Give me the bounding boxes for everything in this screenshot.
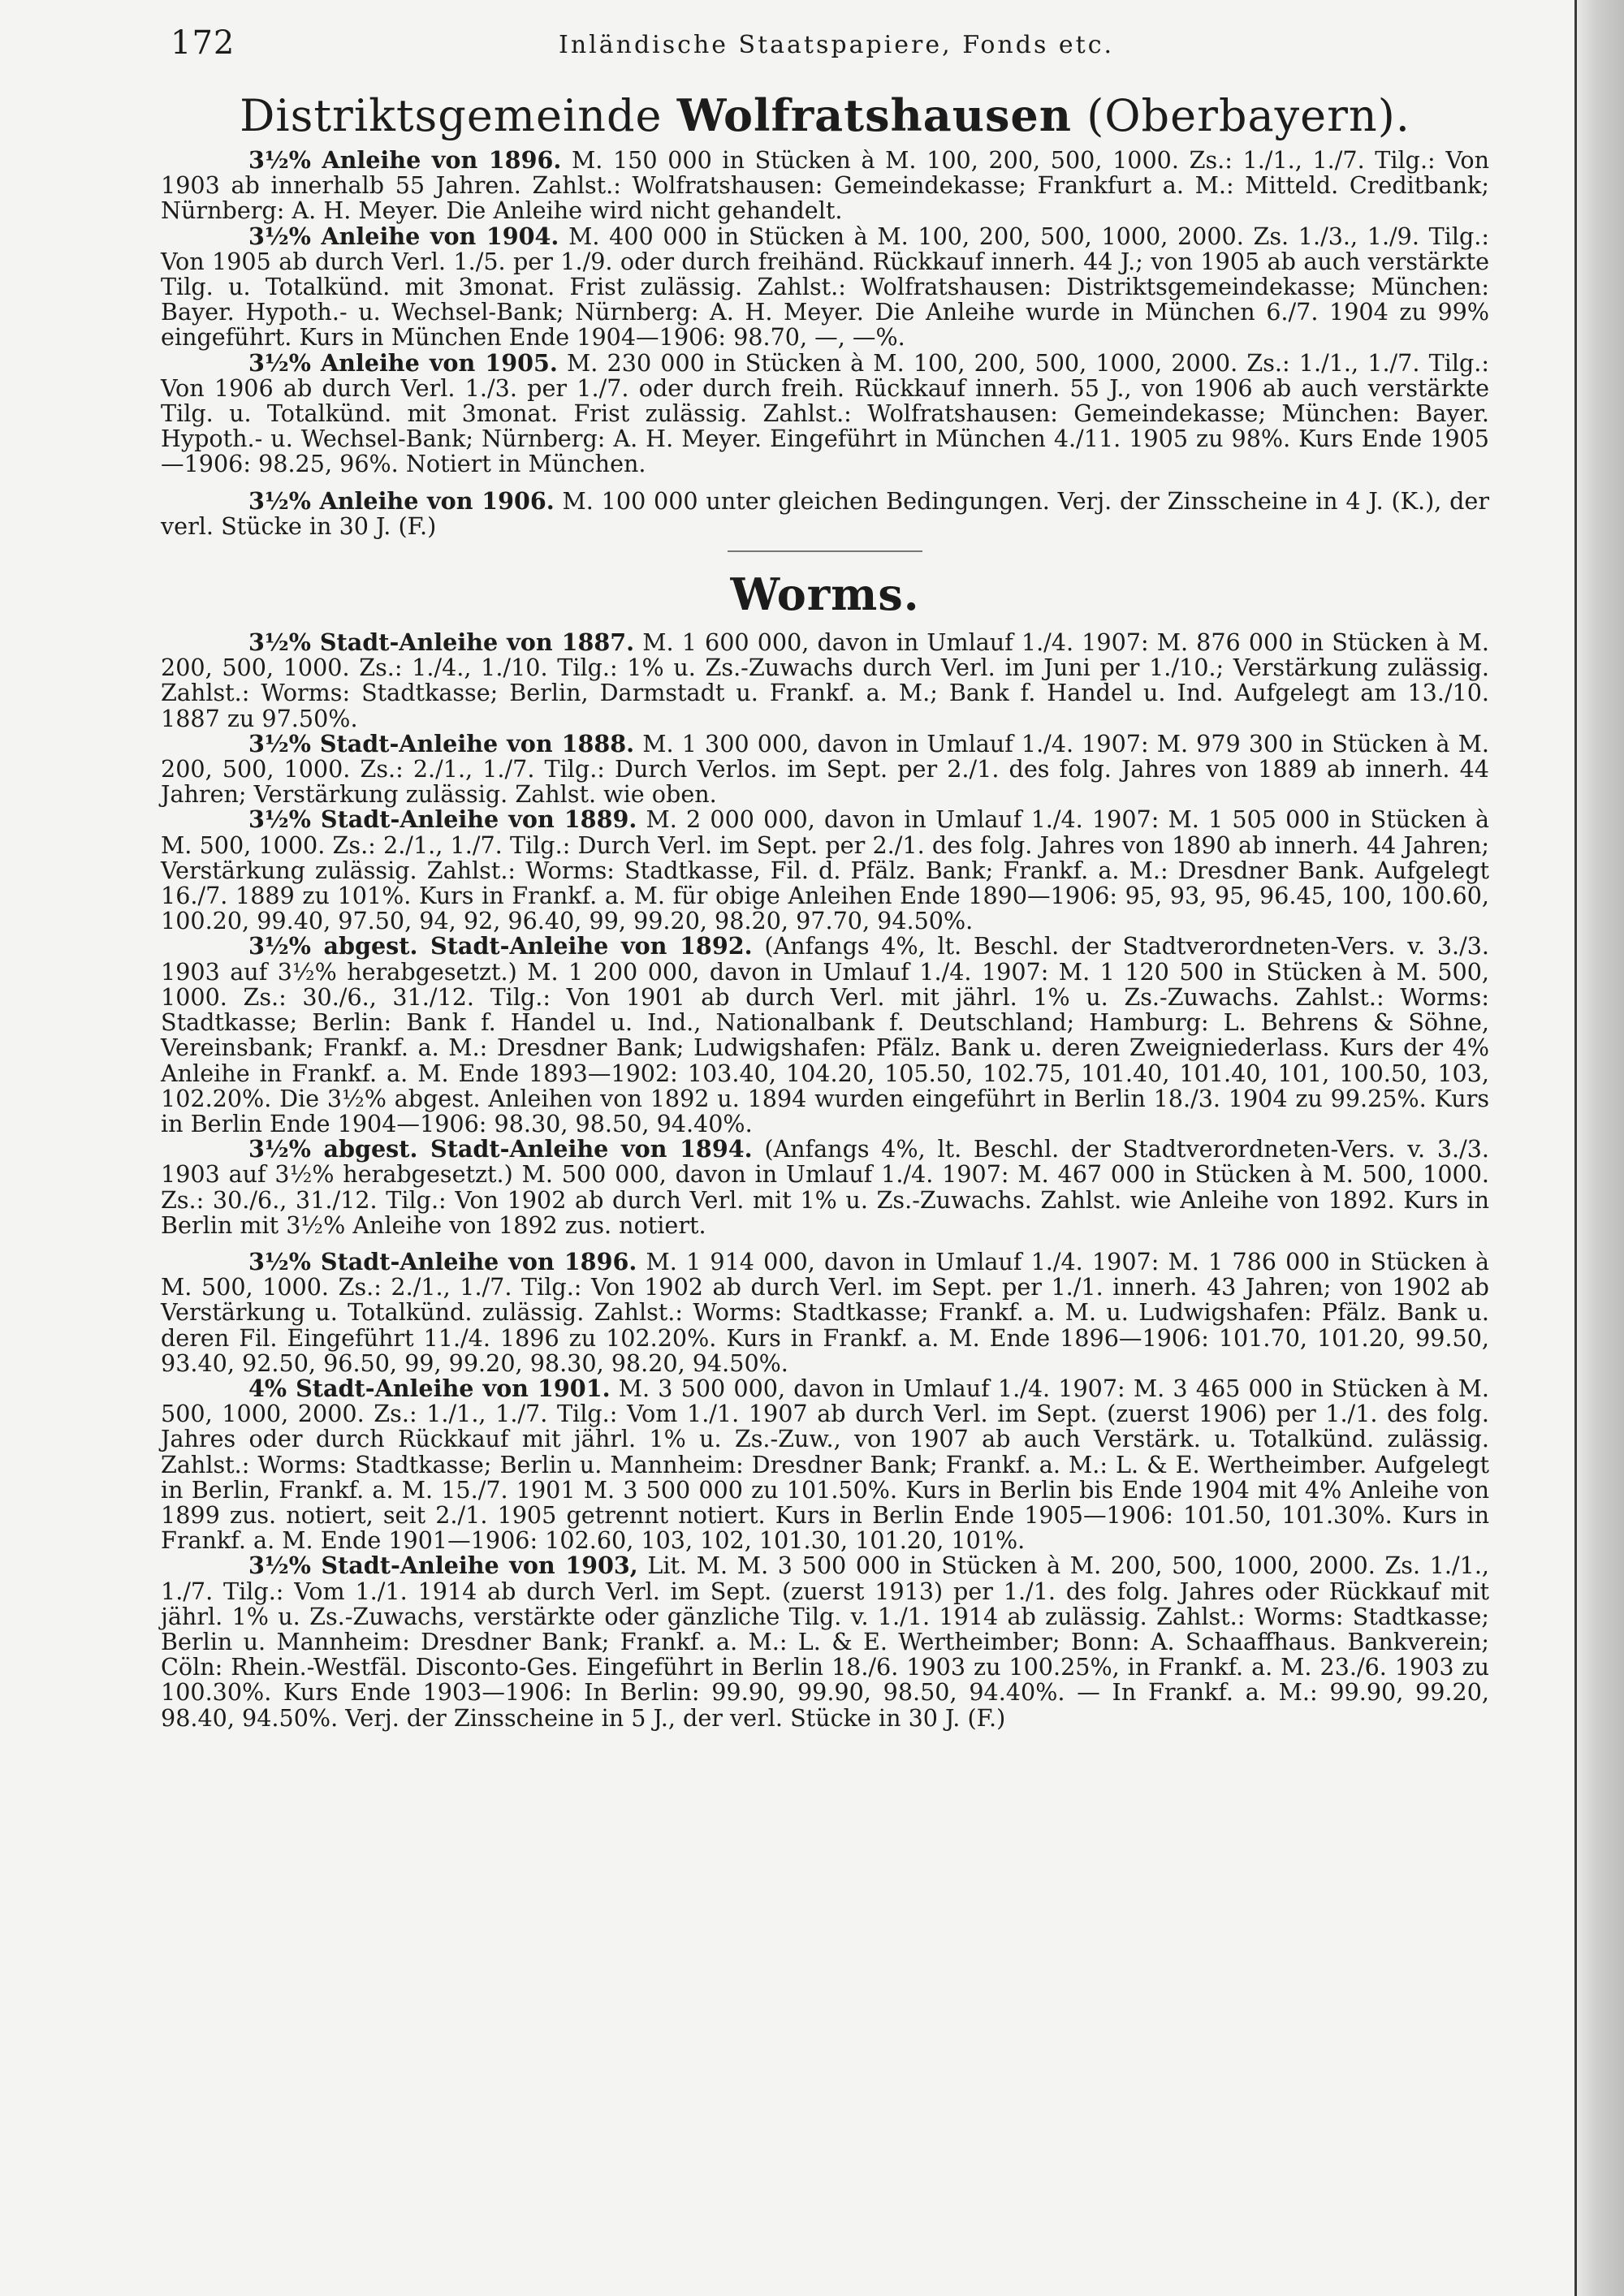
entry-worms-1901 [161,1376,1489,1553]
entry-text: M. 230 000 in Stücken à M. 100, 200, 500, 1000, 2000. Zs.: 1./1., 1./7. Tilg.: Von 1906 ab durch Verl. 1./3. per 1./7. oder durch freih. Rückkauf innerh. 55 J., von 1906 ab auch verstärkte Tilg. u. Totalkünd. mit 3monat. Frist zulässig. Zahlst.: Wolfratshausen: Gemeindekasse; München: Bayer. Hypoth.- u. Wechsel-Bank; Nürnberg: A. H. Meyer. Eingeführt in München 4./11. 1905 zu 98%. Kurs Ende 1905—1906: 98.25, 96%. Notiert in München. [161,348,1489,478]
section-title-prefix: Distriktsgemeinde [240,90,663,141]
section-title-worms: Worms. [730,568,920,621]
entry-title: 3½% Stadt-Anleihe von 1896. [248,1247,637,1275]
entry-wolfratshausen-1896 [161,148,1489,224]
page-number: 172 [171,24,235,62]
entry-text: M. 1 300 000, davon in Umlauf 1./4. 1907: M. 979 300 in Stücken à M. 200, 500, 1000. Zs.: 2./1., 1./7. Tilg.: Durch Verlos. im Sept. per 2./1. des folg. Jahres von 1889 ab innerh. 44 Jahren; Verstärkung zulässig. Zahlst. wie oben. [161,729,1489,809]
entry-title: 3½% Stadt-Anleihe von 1903, [248,1552,638,1580]
entry-worms-1903 [161,1553,1489,1730]
page-edge-shadow [1577,0,1624,2296]
entry-title: 3½% abgest. Stadt-Anleihe von 1892. [248,932,753,960]
entry-title: 3½% Anleihe von 1905. [248,348,558,377]
entry-title: 4% Stadt-Anleihe von 1901. [248,1374,611,1402]
entry-worms-1896 [161,1249,1489,1376]
entry-text: M. 400 000 in Stücken à M. 100, 200, 500, 1000, 2000. Zs. 1./3., 1./9. Tilg.: Von 1905 ab durch Verl. 1./5. per 1./9. oder durch freihänd. Rückkauf innerh. 44 J.; von 1905 ab auch verstärkte Tilg. u. Totalkünd. mit 3monat. Frist zulässig. Zahlst.: Wolfratshausen: Distriktsgemeindekasse; München: Bayer. Hypoth.- u. Wechsel-Bank; Nürnberg: A. H. Meyer. Die Anleihe wurde in München 6./7. 1904 zu 99% eingeführt. Kurs in München Ende 1904—1906: 98.70, —, —%. [161,222,1490,352]
section-title-wolfratshausen [161,89,1489,141]
section-title-suffix: (Oberbayern). [1086,90,1410,141]
entry-wolfratshausen-1905 [161,348,1489,478]
entry-wolfratshausen-1904 [161,224,1489,351]
entry-worms-1888 [161,729,1489,809]
section-title-bold: Wolfratshausen [676,89,1073,141]
entry-worms-1892 [161,934,1489,1137]
entry-title: 3½% Anleihe von 1904. [248,222,559,250]
entry-text: (Anfangs 4%, lt. Beschl. der Stadtverordneten-Vers. v. 3./3. 1903 auf 3½% herabgesetzt.) M. 500 000, davon in Umlauf 1./4. 1907: M. 467 000 in Stücken à M. 500, 1000. Zs.: 30./6., 31./12. Tilg.: Von 1902 ab durch Verl. mit 1% u. Zs.-Zuwachs. Zahlst. wie Anleihe von 1892. Kurs in Berlin mit 3½% Anleihe von 1892 zus. notiert. [161,1135,1490,1239]
entry-worms-1889 [161,807,1489,934]
entry-text: M. 3 500 000, davon in Umlauf 1./4. 1907: M. 3 465 000 in Stücken à M. 500, 1000, 2000. Zs.: 1./1., 1./7. Tilg.: Vom 1./1. 1907 ab durch Verl. im Sept. (zuerst 1906) per 1./1. des folg. Jahres oder durch Rückkauf mit jährl. 1% u. Zs.-Zuw., von 1907 ab auch Verstärk. u. Totalkünd. zulässig. Zahlst.: Worms: Stadtkasse; Berlin u. Mannheim: Dresdner Bank; Frankf. a. M.: L. & E. Wertheimber. Aufgelegt in Berlin, Frankf. a. M. 15./7. 1901 M. 3 500 000 zu 101.50%. Kurs in Berlin bis Ende 1904 mit 4% Anleihe von 1899 zus. notiert, seit 2./1. 1905 getrennt notiert. Kurs in Berlin Ende 1905—1906: 101.50, 101.30%. Kurs in Frankf. a. M. Ende 1901—1906: 102.60, 103, 102, 101.30, 101.20, 101%. [161,1374,1489,1555]
entry-text: (Anfangs 4%, lt. Beschl. der Stadtverordneten-Vers. v. 3./3. 1903 auf 3½% herabgesetzt.) M. 1 200 000, davon in Umlauf 1./4. 1907: M. 1 120 500 in Stücken à M. 500, 1000. Zs.: 30./6., 31./12. Tilg.: Von 1901 ab durch Verl. mit jährl. 1% u. Zs.-Zuwachs. Zahlst.: Worms: Stadtkasse; Berlin: Bank f. Handel u. Ind., Nationalbank f. Deutschland; Hamburg: L. Behrens & Söhne, Vereinsbank; Frankf. a. M.: Dresdner Bank; Ludwigshafen: Pfälz. Bank u. deren Zweigniederlass. Kurs der 4% Anleihe in Frankf. a. M. Ende 1893—1902: 103.40, 104.20, 105.50, 102.75, 101.40, 101.40, 101, 100.50, 103, 102.20%. Die 3½% abgest. Anleihen von 1892 u. 1894 wurden eingeführt in Berlin 18./3. 1904 zu 99.25%. Kurs in Berlin Ende 1904—1906: 98.30, 98.50, 94.40%. [161,932,1490,1137]
entry-text: M. 1 600 000, davon in Umlauf 1./4. 1907: M. 876 000 in Stücken à M. 200, 500, 1000. Zs.: 1./4., 1./10. Tilg.: 1% u. Zs.-Zuwachs durch Verl. im Juni per 1./10.; Verstärkung zulässig. Zahlst.: Worms: Stadtkasse; Berlin, Darmstadt u. Frankf. a. M.; Bank f. Handel u. Ind. Aufgelegt am 13./10. 1887 zu 97.50%. [161,628,1489,732]
entry-text: M. 1 914 000, davon in Umlauf 1./4. 1907: M. 1 786 000 in Stücken à M. 500, 1000. Zs.: 2./1., 1./7. Tilg.: Von 1902 ab durch Verl. im Sept. per 1./1. innerh. 43 Jahren; von 1902 ab Verstärkung u. Totalkünd. zulässig. Zahlst.: Worms: Stadtkasse; Frankf. a. M. u. Ludwigshafen: Pfälz. Bank u. deren Fil. Eingeführt 11./4. 1896 zu 102.20%. Kurs in Frankf. a. M. Ende 1896—1906: 101.70, 101.20, 99.50, 93.40, 92.50, 96.50, 99, 99.20, 98.30, 98.20, 94.50%. [161,1247,1489,1377]
entry-title: 3½% Anleihe von 1906. [248,486,555,515]
entry-title: 3½% Stadt-Anleihe von 1887. [248,628,635,657]
section-divider [728,550,922,552]
page-content [161,89,1489,1731]
entry-title: 3½% Stadt-Anleihe von 1888. [248,729,635,757]
entry-text: M. 100 000 unter gleichen Bedingungen. Verj. der Zinsscheine in 4 J. (K.), der verl. Stücke in 30 J. (F.) [161,486,1490,540]
running-head: Inländische Staatspapiere, Fonds etc. [558,31,1115,59]
entry-title: 3½% Stadt-Anleihe von 1889. [248,805,637,834]
entry-worms-1894 [161,1137,1489,1238]
page-header [171,24,1502,73]
entry-title: 3½% Anleihe von 1896. [248,146,562,174]
entry-wolfratshausen-1906 [161,486,1490,540]
entry-worms-1887 [161,630,1489,732]
entry-title: 3½% abgest. Stadt-Anleihe von 1894. [248,1135,753,1163]
entry-text: M. 150 000 in Stücken à M. 100, 200, 500, 1000. Zs.: 1./1., 1./7. Tilg.: Von 1903 ab innerhalb 55 Jahren. Zahlst.: Wolfratshausen: Gemeindekasse; Frankfurt a. M.: Mitteld. Creditbank; Nürnberg: A. H. Meyer. Die Anleihe wird nicht gehandelt. [161,146,1489,225]
entry-text: Lit. M. M. 3 500 000 in Stücken à M. 200, 500, 1000, 2000. Zs. 1./1., 1./7. Tilg.: Vom 1./1. 1914 ab durch Verl. im Sept. (zuerst 1913) per 1./1. des folg. Jahres oder Rückkauf mit jährl. 1% u. Zs.-Zuwachs, verstärkte oder gänzliche Tilg. v. 1./1. 1914 ab zulässig. Zahlst.: Worms: Stadtkasse; Berlin u. Mannheim: Dresdner Bank; Frankf. a. M.: L. & E. Wertheimber; Bonn: A. Schaaffhaus. Bankverein; Cöln: Rhein.-Westfäl. Disconto-Ges. Eingeführt in Berlin 18./6. 1903 zu 100.25%, in Frankf. a. M. 23./6. 1903 zu 100.30%. Kurs Ende 1903—1906: In Berlin: 99.90, 99.90, 98.50, 94.40%. — In Frankf. a. M.: 99.90, 99.20, 98.40, 94.50%. Verj. der Zinsscheine in 5 J., der verl. Stücke in 30 J. (F.) [161,1552,1490,1732]
entry-text: M. 2 000 000, davon in Umlauf 1./4. 1907: M. 1 505 000 in Stücken à M. 500, 1000. Zs.: 2./1., 1./7. Tilg.: Durch Verl. im Sept. per 2./1. des folg. Jahres von 1890 ab innerh. 44 Jahren; Verstärkung zulässig. Zahlst.: Worms: Stadtkasse, Fil. d. Pfälz. Bank; Frankf. a. M.: Dresdner Bank. Aufgelegt 16./7. 1889 zu 101%. Kurs in Frankf. a. M. für obige Anleihen Ende 1890—1906: 95, 93, 95, 96.45, 100, 100.60, 100.20, 99.40, 97.50, 94, 92, 96.40, 99, 99.20, 98.20, 97.70, 94.50%. [161,805,1489,935]
